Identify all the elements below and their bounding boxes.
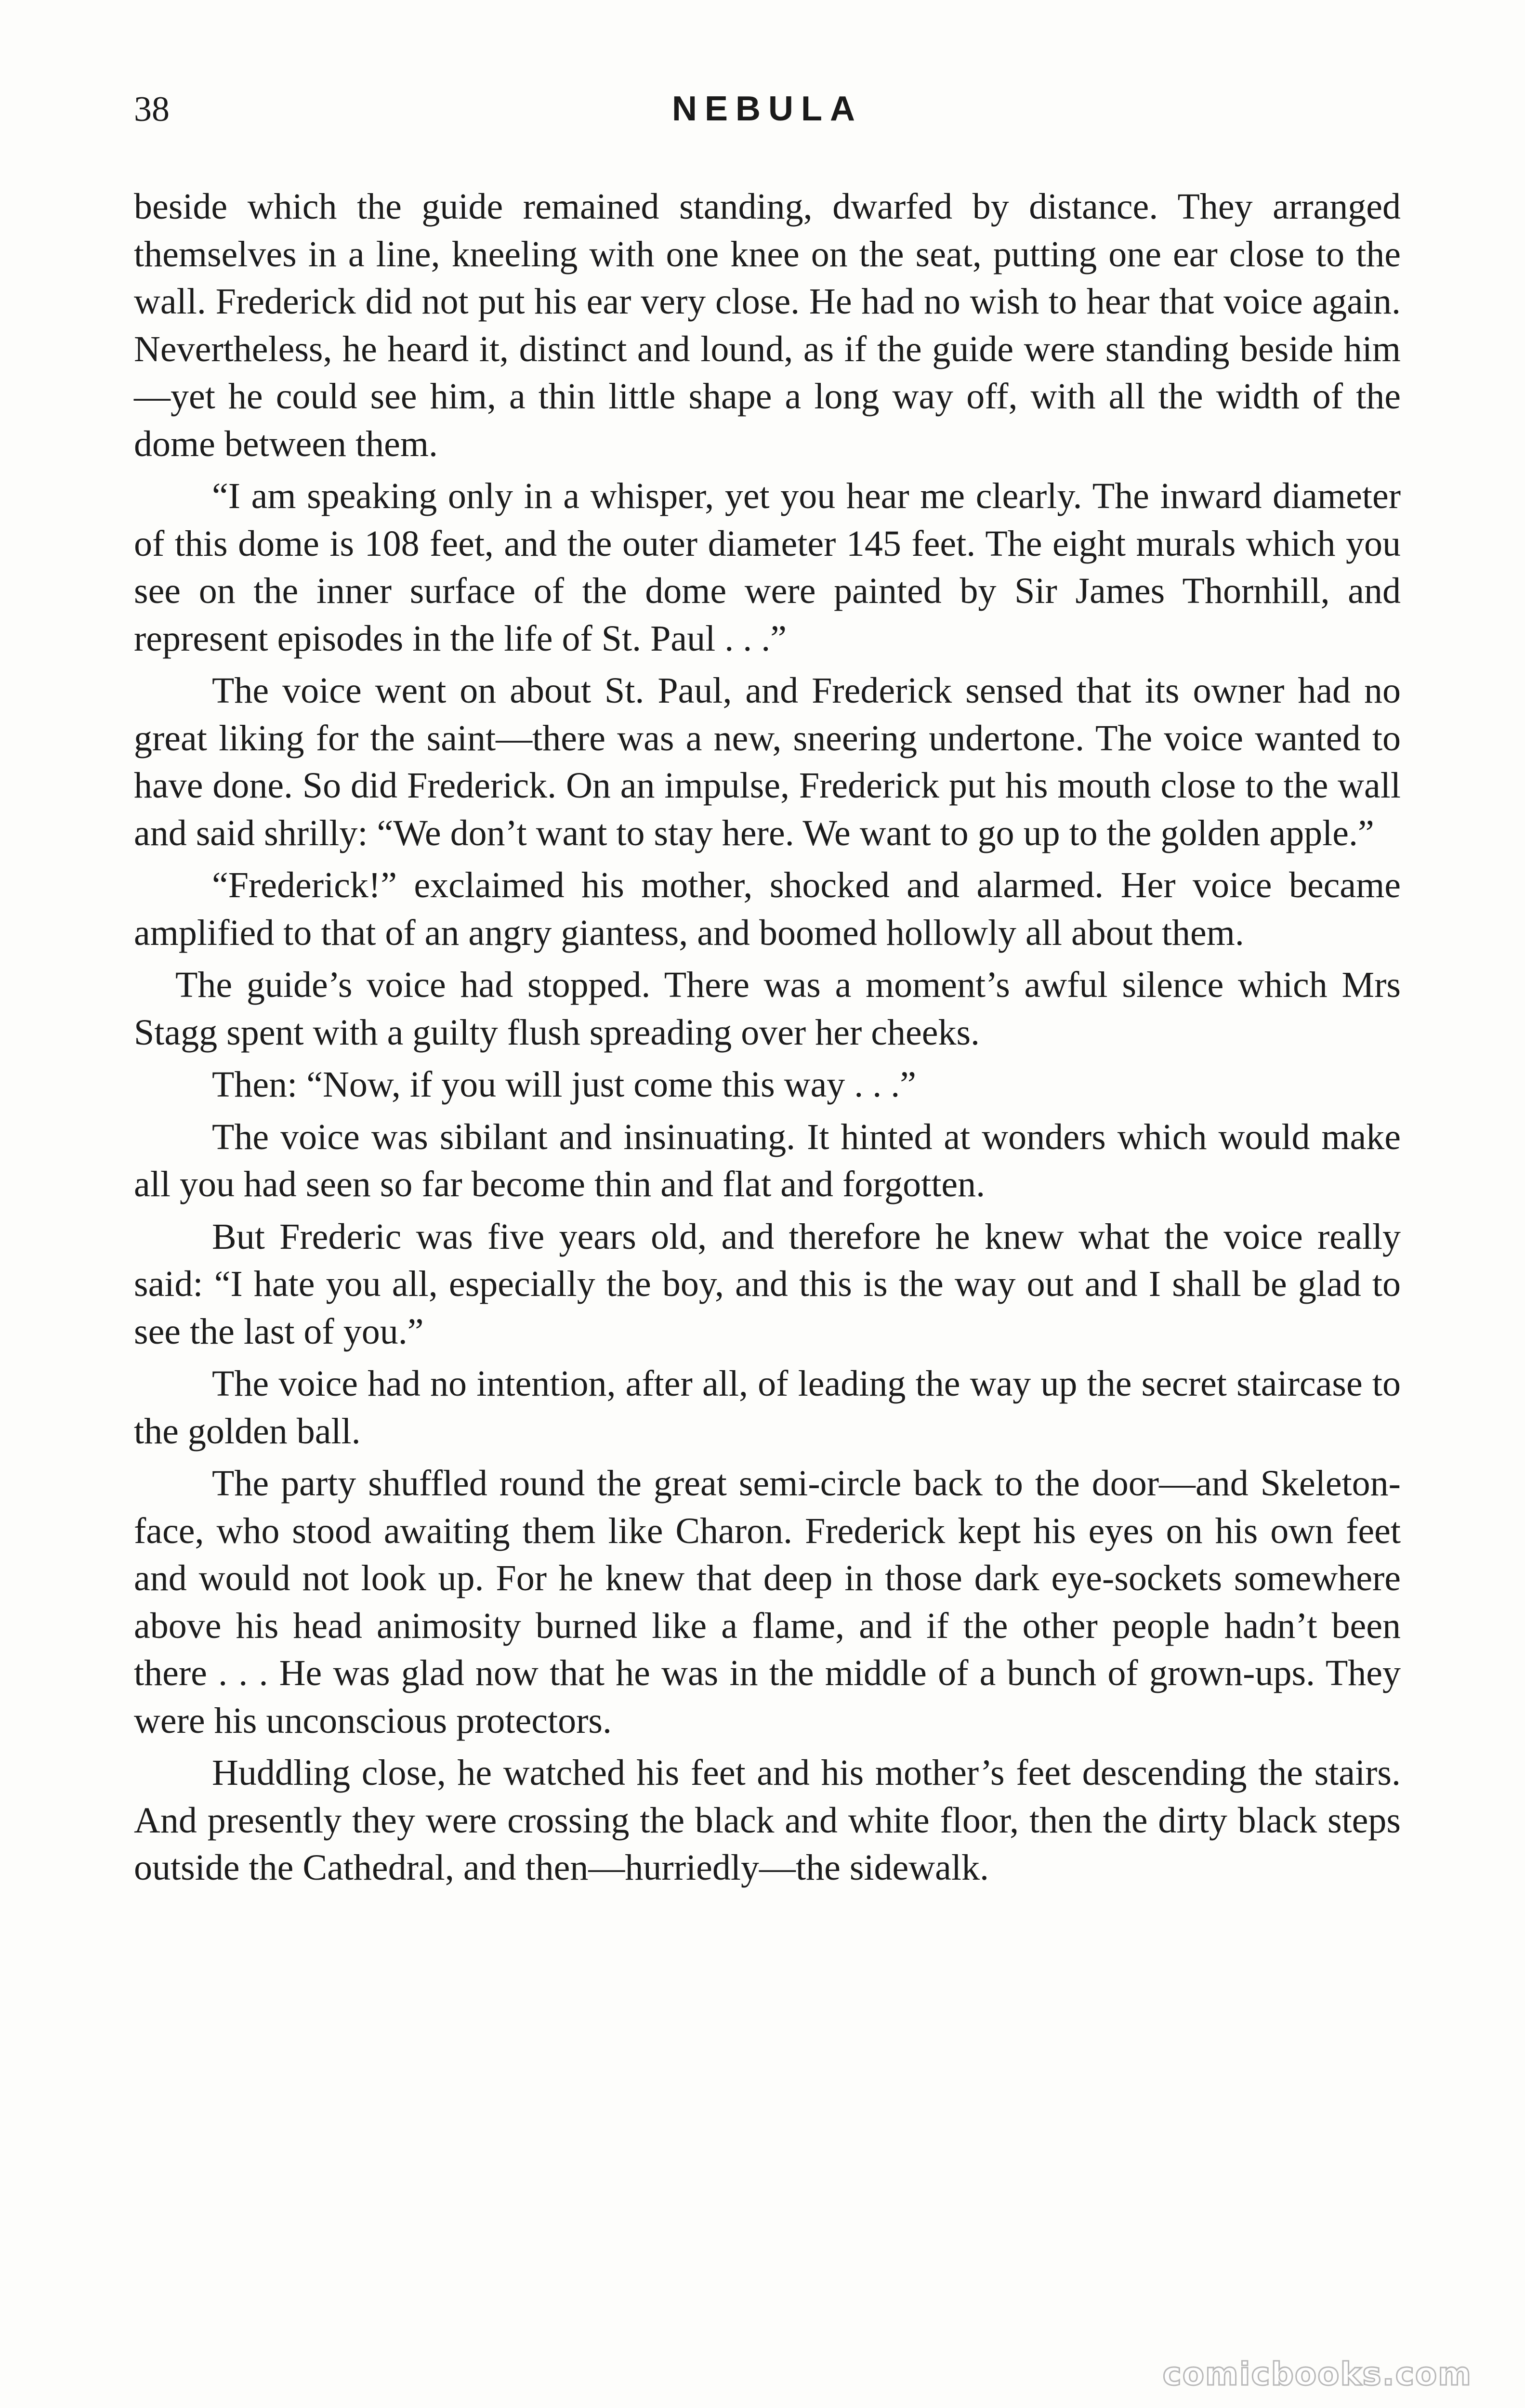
running-head-title: NEBULA <box>672 90 863 128</box>
paragraph: beside which the guide remained standing, dwarfed by distance. They arranged themselves in a line, kneeling with one knee on the seat, putting one ear close to the wall. Frederick did not put his ear very close. He had no wish to hear that voice again. Nevertheless, he heard it, distinct and lound, as if the guide were standing beside him—yet he could see him, a thin little shape a long way off, with all the width of the dome between them. <box>134 186 1401 464</box>
paragraph: Then: “Now, if you will just come this way . . .” <box>212 1064 917 1105</box>
paragraph: But Frederic was five years old, and therefore he knew what the voice really said: “I hate you all, especially the boy, and this is the way out and I shall be glad to see the last of you.” <box>134 1216 1401 1352</box>
paragraph: The voice had no intention, after all, of leading the way up the secret staircase to the golden ball. <box>134 1363 1401 1452</box>
paragraph: Huddling close, he watched his feet and his mother’s feet descending the stairs. And presently they were crossing the black and white floor, then the dirty black steps outside the Cathedral, and then—hurriedly—the sidewalk. <box>134 1753 1401 1888</box>
paragraph: The guide’s voice had stopped. There was a moment’s awful silence which Mrs Stagg spent with a guilty flush spreading over her cheeks. <box>134 965 1401 1053</box>
body-text <box>134 183 1401 1897</box>
page-number: 38 <box>134 90 170 129</box>
paragraph: The voice was sibilant and insinuating. It hinted at wonders which would make all you had seen so far become thin and flat and forgotten. <box>134 1116 1401 1204</box>
page-header <box>134 89 1401 142</box>
paragraph: “I am speaking only in a whisper, yet you hear me clearly. The inward diameter of this dome is 108 feet, and the outer diameter 145 feet. The eight murals which you see on the inner surface of the dome were painted by Sir James Thornhill, and represent episodes in the life of St. Paul . . .” <box>134 476 1401 659</box>
paragraph: “Frederick!” exclaimed his mother, shocked and alarmed. Her voice became amplified to that of an angry giantess, and boomed hollowly all about them. <box>134 865 1401 953</box>
watermark-logo: comicbooks.com <box>1162 2356 1472 2393</box>
paragraph: The voice went on about St. Paul, and Frederick sensed that its owner had no great liking for the saint—there was a new, sneering undertone. The voice wanted to have done. So did Frederick. On an impulse, Frederick put his mouth close to the wall and said shrilly: “We don’t want to stay here. We want to go up to the golden apple.” <box>134 670 1401 853</box>
paragraph: The party shuffled round the great semi-circle back to the door—and Skeleton-face, who stood awaiting them like Charon. Frederick kept his eyes on his own feet and would not look up. For he knew that deep in those dark eye-sockets somewhere above his head animosity burned like a flame, and if the other people hadn’t been there . . . He was glad now that he was in the middle of a bunch of grown-ups. They were his unconscious protectors. <box>134 1463 1401 1741</box>
